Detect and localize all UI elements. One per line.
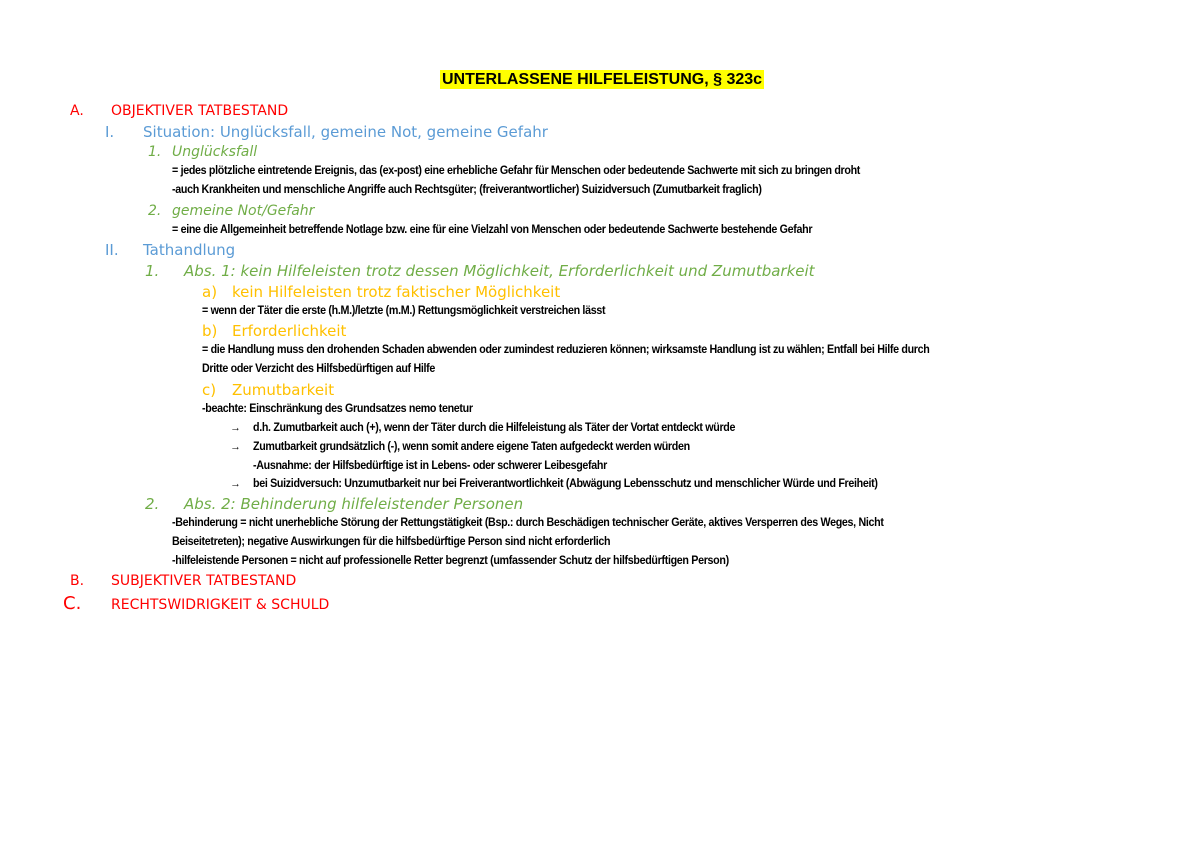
body-line: Zumutbarkeit grundsätzlich (-), wenn somit andere eigene Taten aufgedeckt werden würden <box>253 441 690 453</box>
section-c-number: C. <box>63 593 82 614</box>
body-line: -auch Krankheiten und menschliche Angriffe auch Rechtsgüter; (freiverantwortlicher) Suizidversuch (Zumutbarkeit fraglich) <box>172 184 762 196</box>
arrow-icon: → <box>230 478 241 490</box>
abs2-number: 2. <box>145 495 160 513</box>
sub-a-number: a) <box>202 283 218 301</box>
section-c-heading: RECHTSWIDRIGKEIT & SCHULD <box>111 597 330 613</box>
body-line: = jedes plötzliche eintretende Ereignis, das (ex-post) eine erhebliche Gefahr für Menschen oder bedeutende Sachwerte mit sich zu bringen droht <box>172 165 861 177</box>
abs1-number: 1. <box>145 262 160 280</box>
body-line: -hilfeleistende Personen = nicht auf professionelle Retter begrenzt (umfassender Schutz der hilfsbedürftigen Person) <box>172 555 729 567</box>
section-a1-number: I. <box>105 123 115 141</box>
section-a-number: A. <box>70 103 84 119</box>
arrow-icon: → <box>230 441 241 453</box>
item-1-heading: Unglücksfall <box>172 144 258 160</box>
body-line: Dritte oder Verzicht des Hilfsbedürftigen auf Hilfe <box>202 363 435 375</box>
abs1-heading: Abs. 1: kein Hilfeleisten trotz dessen Möglichkeit, Erforderlichkeit und Zumutbarkeit <box>184 262 815 280</box>
body-line: d.h. Zumutbarkeit auch (+), wenn der Täter durch die Hilfeleistung als Täter der Vortat entdeckt würde <box>253 422 736 434</box>
arrow-icon: → <box>230 422 241 434</box>
sub-a-heading: kein Hilfeleisten trotz faktischer Möglichkeit <box>232 283 561 301</box>
body-line: = die Handlung muss den drohenden Schaden abwenden oder zumindest reduzieren können; wirksamste Handlung ist zu wählen; Entfall bei Hilfe durch <box>202 344 930 356</box>
body-line: bei Suizidversuch: Unzumutbarkeit nur bei Freiverantwortlichkeit (Abwägung Lebensschutz und menschlicher Würde und Freiheit) <box>253 478 878 490</box>
sub-b-heading: Erforderlichkeit <box>232 322 347 340</box>
section-a1-heading: Situation: Unglücksfall, gemeine Not, gemeine Gefahr <box>143 123 548 141</box>
abs2-heading: Abs. 2: Behinderung hilfeleistender Personen <box>184 495 524 513</box>
item-2-heading: gemeine Not/Gefahr <box>172 203 315 219</box>
section-b-heading: SUBJEKTIVER TATBESTAND <box>111 573 297 589</box>
section-a2-heading: Tathandlung <box>143 241 236 259</box>
body-line: = eine die Allgemeinheit betreffende Notlage bzw. eine für eine Vielzahl von Menschen oder bedeutende Sachwerte bestehende Gefahr <box>172 224 813 236</box>
body-line: Beiseitetreten); negative Auswirkungen für die hilfsbedürftige Person sind nicht erforderlich <box>172 536 611 548</box>
section-b-number: B. <box>70 573 85 589</box>
item-1-number: 1. <box>148 144 162 160</box>
sub-c-heading: Zumutbarkeit <box>232 381 335 399</box>
sub-b-number: b) <box>202 322 218 340</box>
body-line: -beachte: Einschränkung des Grundsatzes nemo tenetur <box>202 403 473 415</box>
sub-c-number: c) <box>202 381 217 399</box>
body-line: -Behinderung = nicht unerhebliche Störung der Rettungstätigkeit (Bsp.: durch Beschädigen technischer Geräte, aktives Versperren des Weges, Nicht <box>172 517 884 529</box>
body-line: -Ausnahme: der Hilfsbedürftige ist in Lebens- oder schwerer Leibesgefahr <box>253 460 607 472</box>
section-a2-number: II. <box>105 241 119 259</box>
item-2-number: 2. <box>148 203 162 219</box>
body-line: = wenn der Täter die erste (h.M.)/letzte (m.M.) Rettungsmöglichkeit verstreichen lässt <box>202 305 606 317</box>
document-title: UNTERLASSENE HILFELEISTUNG, § 323c <box>442 71 763 88</box>
section-a-heading: OBJEKTIVER TATBESTAND <box>111 103 289 119</box>
